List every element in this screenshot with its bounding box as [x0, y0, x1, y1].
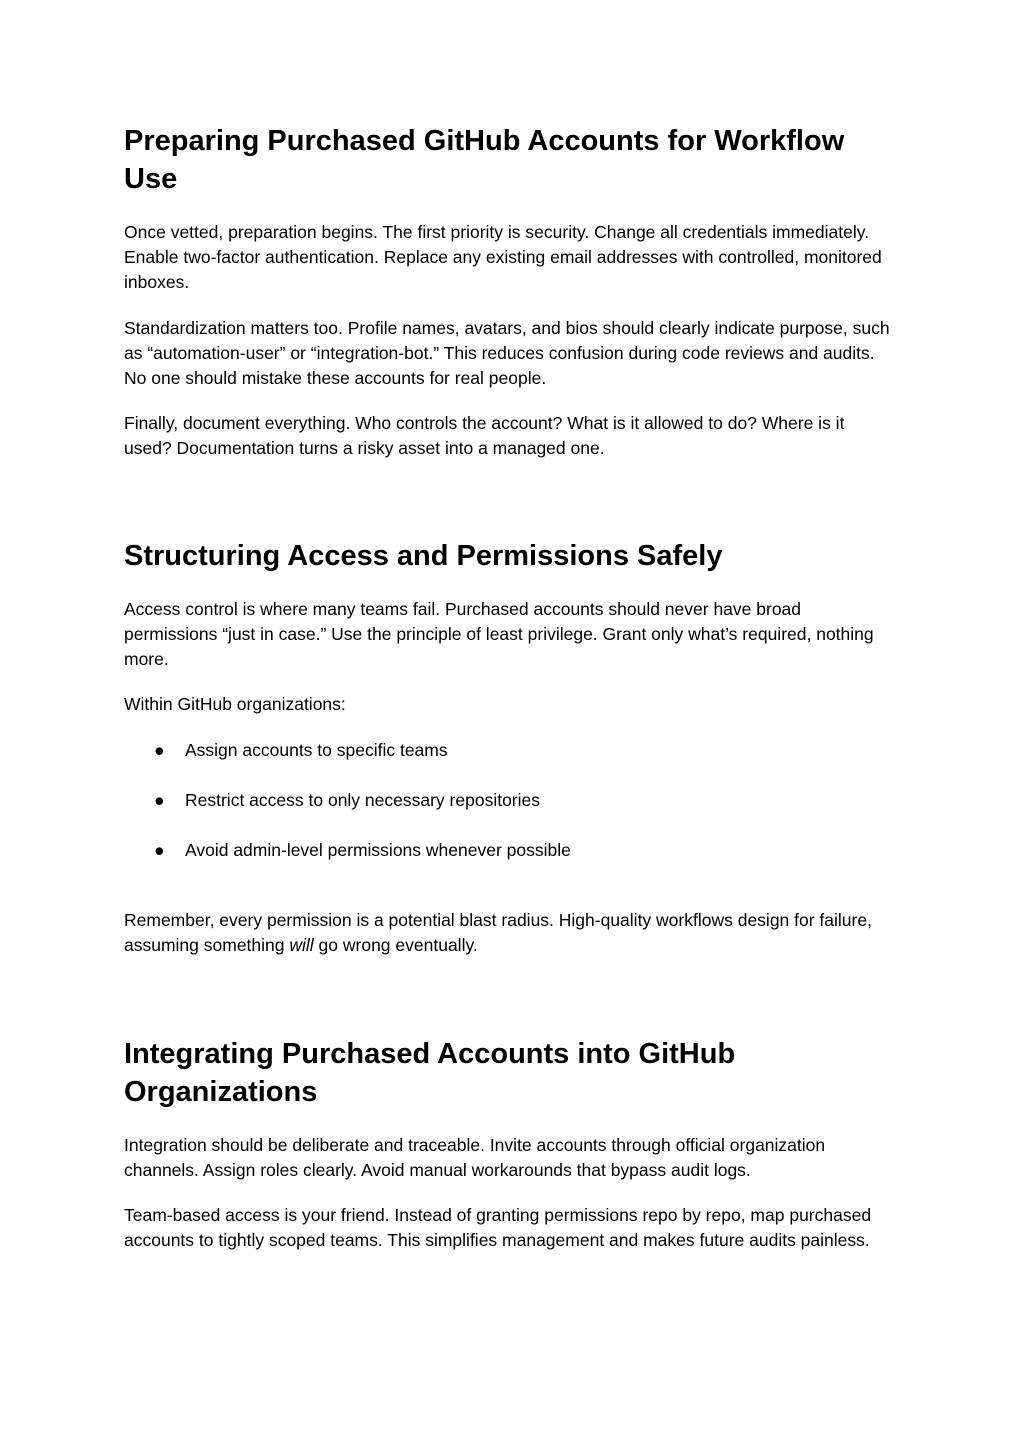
paragraph: Team-based access is your friend. Instead of granting permissions repo by repo, map purchased accounts to tightly scoped teams. This simplifies management and makes future audits painless. [124, 1205, 872, 1250]
bullet-icon: ● [154, 740, 165, 760]
paragraph: Integration should be deliberate and traceable. Invite accounts through official organization channels. Assign roles clearly. Avoid manual workarounds that bypass audit logs. [124, 1135, 826, 1180]
bullet-icon: ● [154, 840, 165, 860]
closing-paragraph: Remember, every permission is a potential blast radius. High-quality workflows design for failure, assuming something will go wrong eventually. [124, 910, 872, 955]
paragraph: Once vetted, preparation begins. The first priority is security. Change all credentials immediately. Enable two-factor authentication. Replace any existing email addresses with controlled, monitored inboxes. [124, 222, 882, 292]
paragraph: Finally, document everything. Who controls the account? What is it allowed to do? Where is it used? Documentation turns a risky asset into a managed one. [124, 413, 845, 458]
paragraph: Within GitHub organizations: [124, 694, 346, 714]
section-heading-structuring: Structuring Access and Permissions Safely [124, 540, 723, 572]
section-heading-preparing: Preparing Purchased GitHub Accounts for Workflow Use [124, 125, 845, 195]
paragraph: Standardization matters too. Profile names, avatars, and bios should clearly indicate purpose, such as “automation-user” or “integration-bot.” This reduces confusion during code reviews and audits. No one should mistake these accounts for real people. [124, 318, 890, 388]
paragraph: Access control is where many teams fail. Purchased accounts should never have broad permissions “just in case.” Use the principle of least privilege. Grant only what’s required, nothing more. [124, 599, 874, 669]
bullet-icon: ● [154, 790, 165, 810]
emphasis: will [289, 935, 314, 955]
section-heading-integrating: Integrating Purchased Accounts into GitHub Organizations [124, 1038, 736, 1108]
